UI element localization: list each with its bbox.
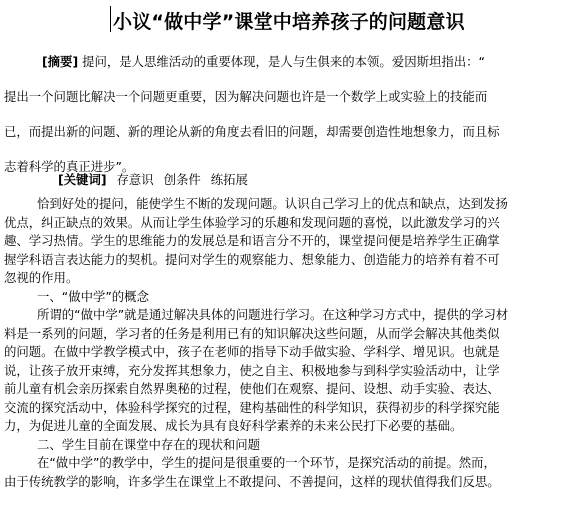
abstract-line — [4, 44, 576, 79]
body-text — [4, 195, 576, 491]
document-title: 小议“做中学”课堂中培养孩子的问题意识 — [113, 11, 465, 33]
keyword-item: 创条件 — [163, 172, 201, 187]
body-line: 说，让孩子放开束缚，充分发挥其想象力，使之自主、积极地参与到科学实验活动中，让学 — [4, 362, 500, 378]
abstract-tag: [摘要] — [42, 54, 79, 69]
keywords-tag: [关键词] — [58, 172, 107, 187]
body-line: 趣、学习热情。学生的思维能力的发展总是和语言分不开的，课堂提问便是培养学生正确掌 — [4, 233, 500, 248]
body-line: 料是一系列的问题，学习者的任务是利用已有的知识解决这些问题，从而学会解决其他类似 — [4, 325, 500, 341]
body-line: 忽视的作用。 — [4, 270, 79, 285]
abstract-text: 提问，是人思维活动的重要体现，是人与生俱来的本领。爱因斯坦指出：“ — [82, 54, 485, 69]
body-line: 力，为促进儿童的全面发展、成长为具有良好科学素养的未来公民打下必要的基础。 — [4, 418, 463, 433]
body-line: 握学科语言表达能力的契机。提问对学生的观察能力、想象能力、创造能力的培养有着不可 — [4, 251, 500, 267]
abstract-line: 已，而提出新的问题、新的理论从新的角度去看旧的问题，却需要创造性地想象力，而且标 — [4, 124, 500, 139]
body-line: 的问题。在做中学教学模式中，孩子在老师的指导下动手做实验、学科学、增见识。也就是 — [4, 344, 500, 359]
body-line: 由于传统教学的影响，许多学生在课堂上不敢提问、不善提问，这样的现状值得我们反思。 — [4, 473, 500, 489]
section-heading: 二、学生目前在课堂中存在的现状和问题 — [37, 436, 261, 452]
abstract-paragraph — [4, 44, 576, 184]
page-cutoff — [0, 505, 581, 513]
abstract-line: 志着科学的真正进步”。 — [4, 159, 135, 174]
body-line: 在“做中学”的教学中，学生的提问是很重要的一个环节，是探究活动的前提。然而， — [37, 455, 496, 470]
abstract-line: 提出一个问题比解决一个问题更重要，因为解决问题也许是一个数学上或实验上的技能而 — [4, 89, 488, 104]
text-cursor — [110, 6, 111, 32]
body-line: 恰到好处的提问，能使学生不断的发现问题。认识自己学习上的优点和缺点，达到发扬 — [37, 196, 508, 211]
body-line: 优点，纠正缺点的效果。从而让学生体验学习的乐趣和发现问题的喜悦，以此激发学习的兴 — [4, 214, 500, 230]
body-line: 交流的探究活动中，体验科学探究的过程，建构基础性的科学知识，获得初步的科学探究能 — [4, 399, 500, 415]
keywords-line — [58, 171, 581, 189]
title-row — [0, 4, 581, 34]
keyword-item: 练拓展 — [210, 172, 248, 187]
keyword-item: 存意识 — [116, 172, 154, 187]
body-line: 前儿童有机会亲历探索自然界奥秘的过程，使他们在观察、提问、设想、动手实验、表达、 — [4, 381, 500, 396]
body-line: 所谓的“做中学”就是通过解决具体的问题进行学习。在这种学习方式中，提供的学习材 — [37, 307, 509, 322]
section-heading: 一、“做中学”的概念 — [37, 288, 149, 304]
